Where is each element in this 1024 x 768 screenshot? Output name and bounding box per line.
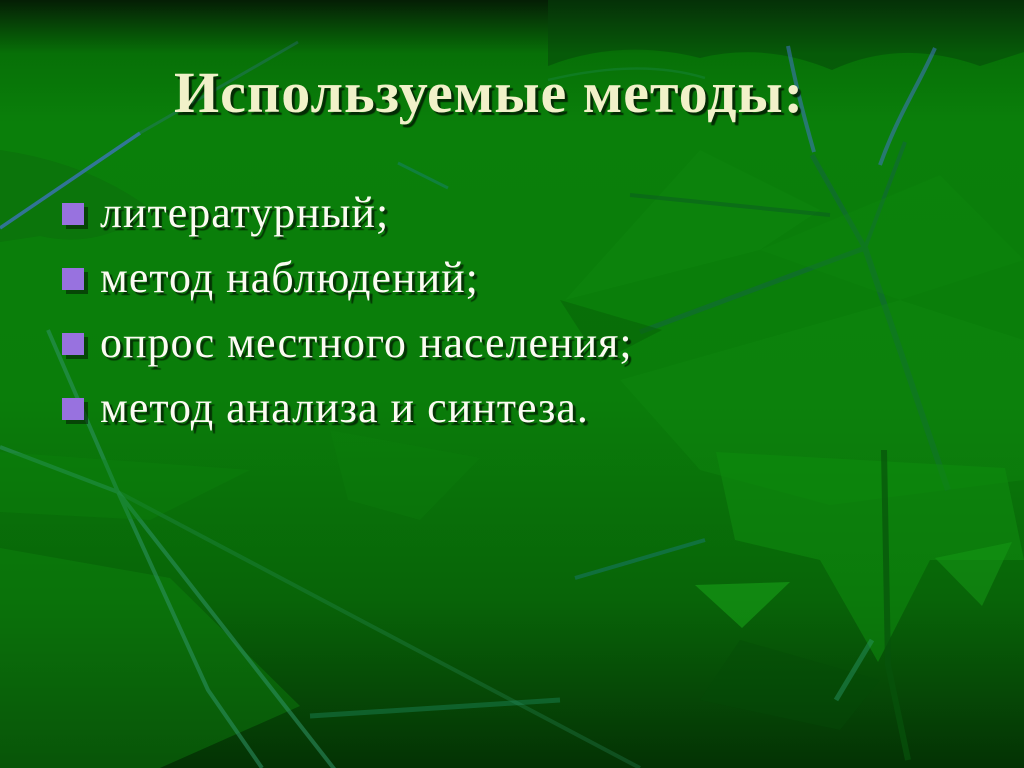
slide-title: Используемые методы:: [173, 60, 805, 125]
bullet-square-icon: [62, 333, 84, 355]
bullet-square-icon: [62, 268, 84, 290]
bullet-square-icon: [62, 203, 84, 225]
bullet-text: метод анализа и синтеза.: [100, 382, 589, 432]
bullet-text: метод наблюдений;: [100, 252, 479, 302]
bullet-square-icon: [62, 398, 84, 420]
list-item: [62, 245, 633, 310]
bullet-text: опрос местного населения;: [100, 317, 633, 367]
list-item: [62, 180, 633, 245]
list-item: [62, 310, 633, 375]
bullet-list: [62, 180, 633, 440]
bullet-text: литературный;: [100, 187, 390, 237]
list-item: [62, 375, 633, 440]
